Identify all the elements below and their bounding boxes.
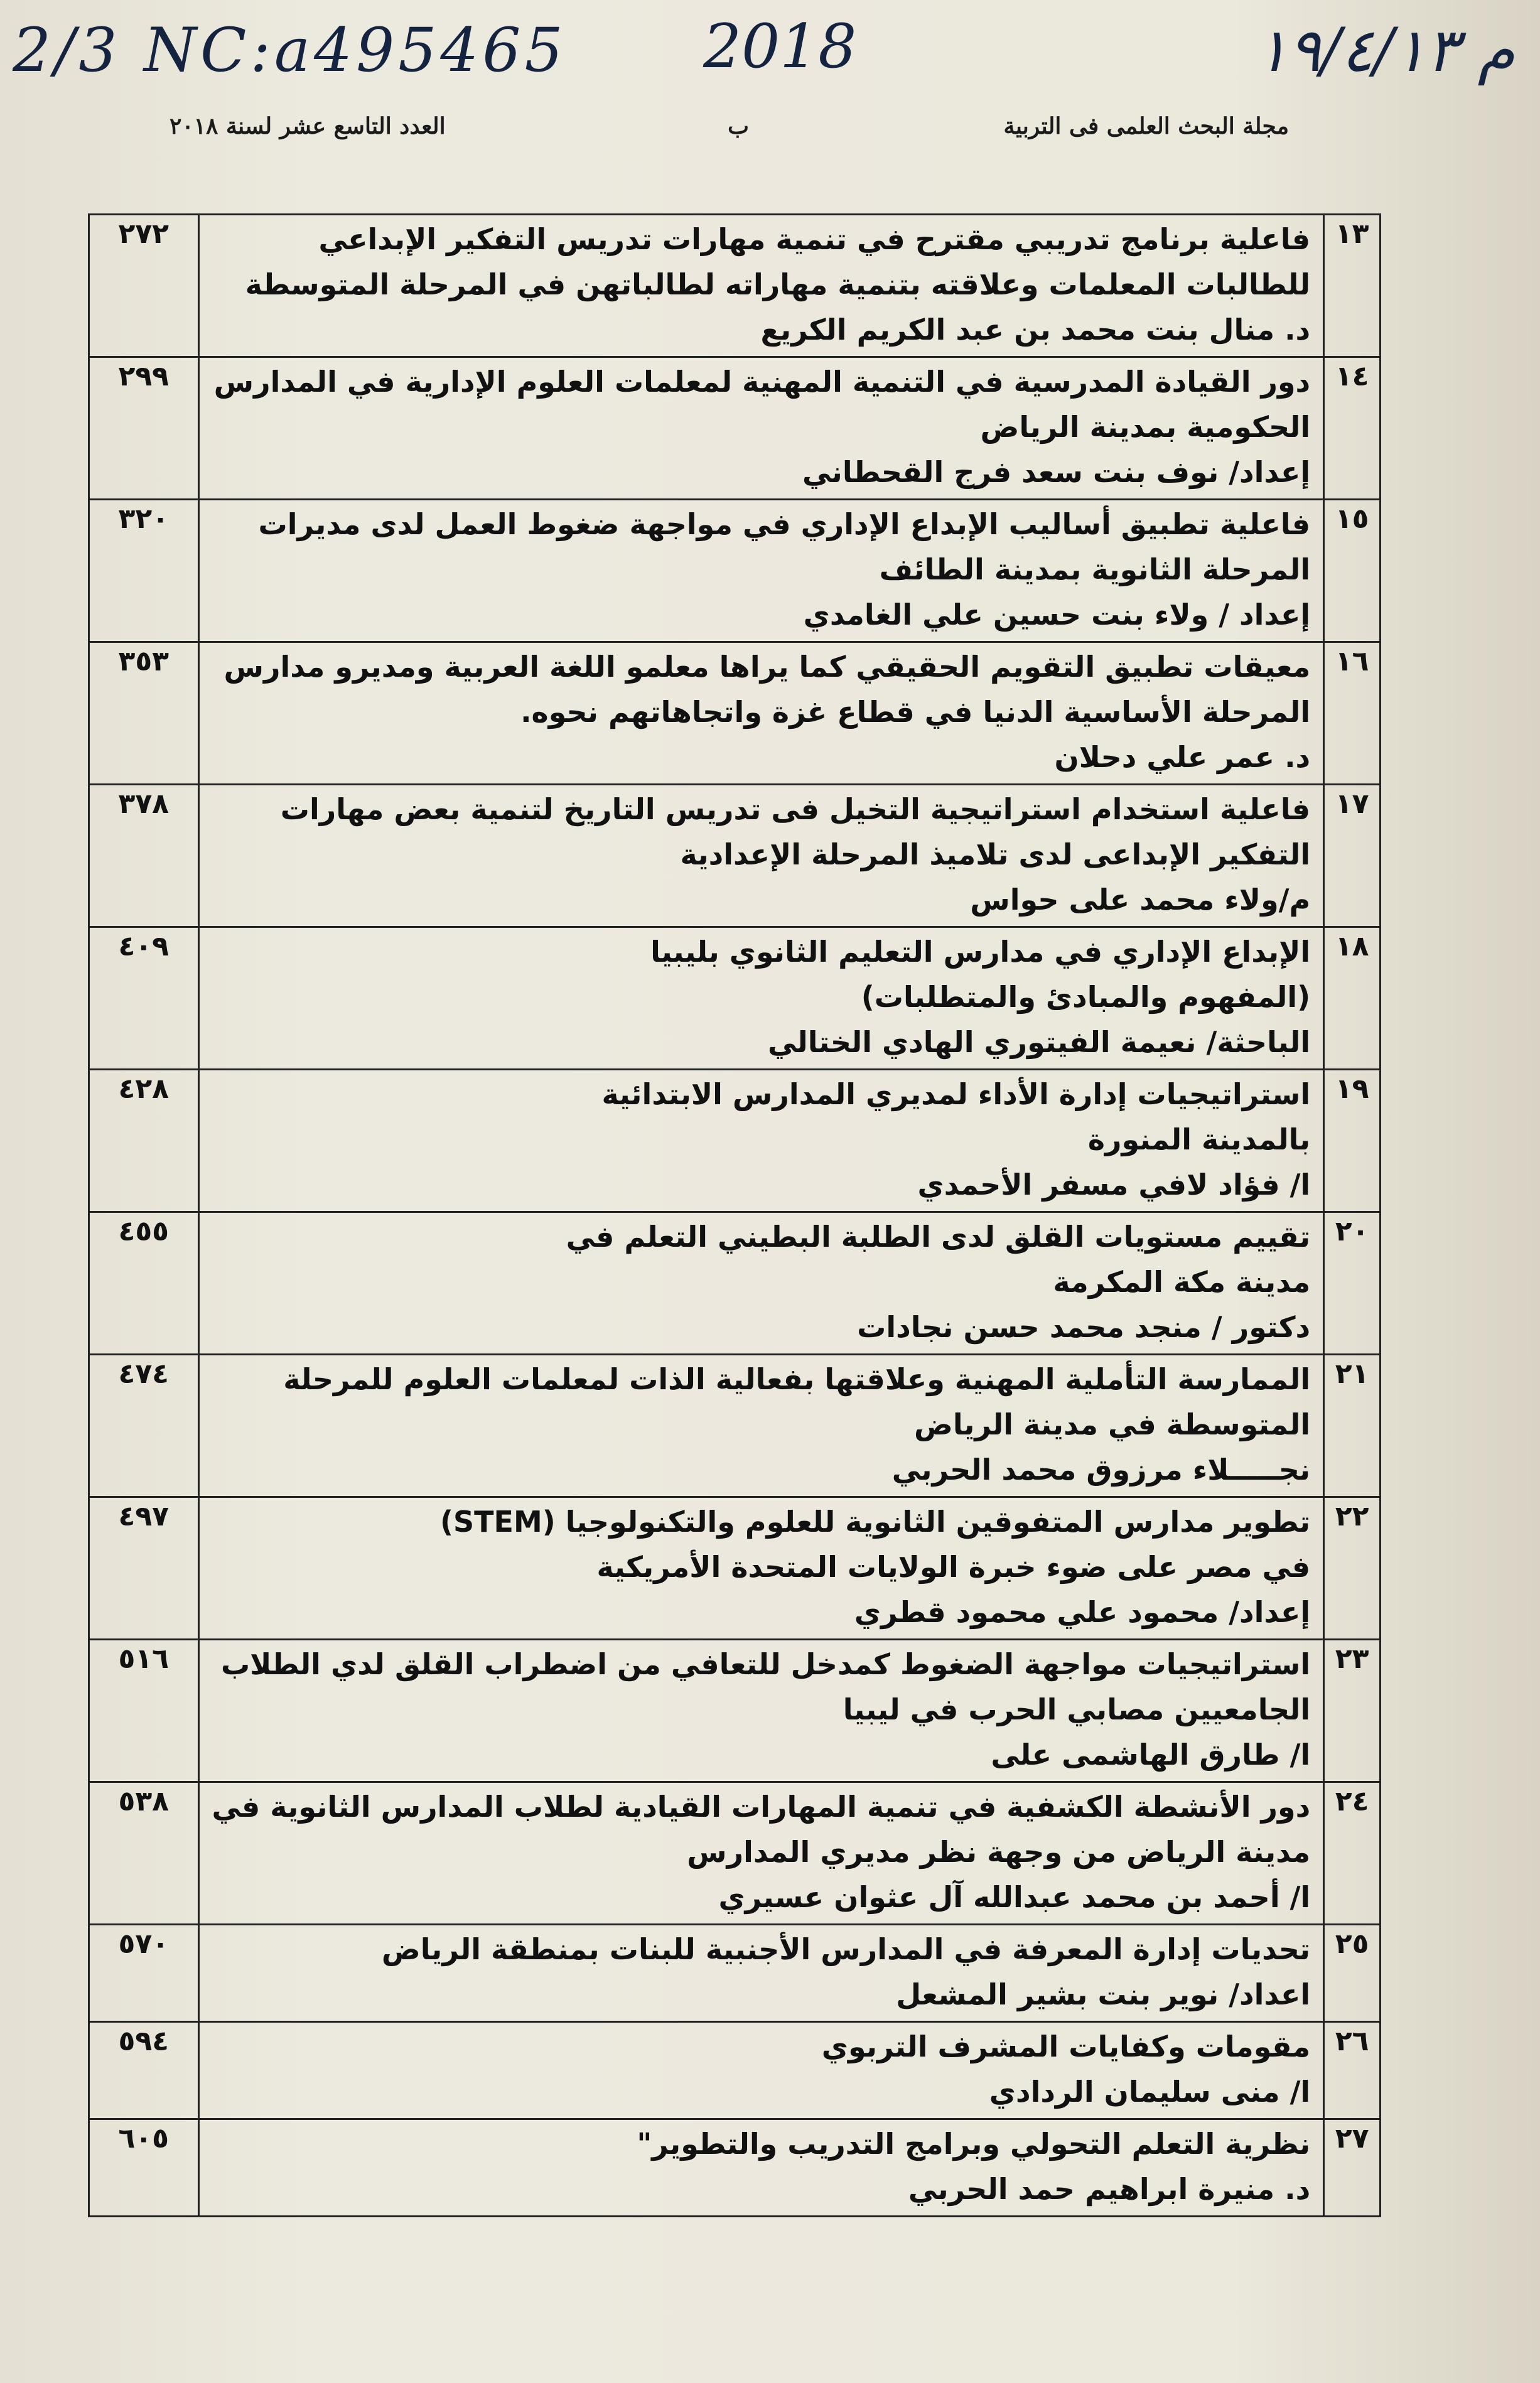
entry-details <box>198 1355 1324 1497</box>
entry-author: إعداد / ولاء بنت حسين علي الغامدي <box>803 598 1311 632</box>
entry-author: نجـــــلاء مرزوق محمد الحربي <box>891 1453 1311 1487</box>
entry-page-number: ٤٢٨ <box>89 1070 199 1212</box>
entry-title-line: الإبداع الإداري في مدارس التعليم الثانوي بليبيا <box>650 935 1311 969</box>
entry-page-number: ٥٧٠ <box>89 1925 199 2022</box>
contents-table-body <box>89 215 1381 2217</box>
entry-number: ١٨ <box>1324 927 1381 1070</box>
entry-title-line: مدينة مكة المكرمة <box>1053 1265 1311 1299</box>
entry-page-number: ٢٩٩ <box>89 357 199 500</box>
entry-number: ٢٣ <box>1324 1640 1381 1782</box>
entry-author: الباحثة/ نعيمة الفيتوري الهادي الختالي <box>767 1025 1311 1059</box>
entry-title-line: فاعلية استخدام استراتيجية التخيل فى تدريس التاريخ لتنمية بعض مهارات <box>280 792 1311 826</box>
journal-title: مجلة البحث العلمى فى التربية <box>1003 113 1289 139</box>
table-row <box>89 1925 1381 2022</box>
entry-title-line: دور الأنشطة الكشفية في تنمية المهارات القيادية لطلاب المدارس الثانوية في <box>212 1790 1311 1824</box>
entry-number: ٢٢ <box>1324 1497 1381 1640</box>
table-row <box>89 642 1381 785</box>
entry-author: ا/ طارق الهاشمى على <box>991 1738 1311 1772</box>
entry-title-line: للطالبات المعلمات وعلاقته بتنمية مهاراته لطالباتهن في المرحلة المتوسطة <box>245 267 1311 301</box>
entry-details <box>198 1212 1324 1355</box>
entry-title-line: فاعلية تطبيق أساليب الإبداع الإداري في مواجهة ضغوط العمل لدى مديرات <box>258 507 1311 541</box>
entry-number: ١٥ <box>1324 500 1381 642</box>
entry-details <box>198 500 1324 642</box>
section-letter: ب <box>728 113 749 139</box>
entry-number: ١٧ <box>1324 785 1381 927</box>
table-row <box>89 500 1381 642</box>
table-row <box>89 785 1381 927</box>
running-header <box>170 113 1289 151</box>
entry-title-line: الجامعيين مصابي الحرب في ليبيا <box>843 1692 1311 1726</box>
entry-title-line: الحكومية بمدينة الرياض <box>980 410 1311 444</box>
entry-title-line: (المفهوم والمبادئ والمتطلبات) <box>861 980 1311 1014</box>
handwritten-annotation <box>13 13 1515 88</box>
entry-title-line: تقييم مستويات القلق لدى الطلبة البطيني التعلم في <box>566 1220 1311 1254</box>
entry-author: دكتور / منجد محمد حسن نجادات <box>857 1310 1311 1344</box>
entry-page-number: ٣٧٨ <box>89 785 199 927</box>
entry-author: اعداد/ نوير بنت بشير المشعل <box>896 1977 1311 2011</box>
entry-title-line: الممارسة التأملية المهنية وعلاقتها بفعالية الذات لمعلمات العلوم للمرحلة <box>283 1362 1311 1396</box>
table-row <box>89 1497 1381 1640</box>
table-row <box>89 1212 1381 1355</box>
entry-author: د. منال بنت محمد بن عبد الكريم الكريع <box>760 313 1311 347</box>
entry-title-line: المتوسطة في مدينة الرياض <box>913 1407 1311 1441</box>
entry-details <box>198 1070 1324 1212</box>
entry-number: ٢٦ <box>1324 2022 1381 2119</box>
entry-number: ٢١ <box>1324 1355 1381 1497</box>
entry-author: د. منيرة ابراهيم حمد الحربي <box>908 2172 1311 2206</box>
entry-title-line: التفكير الإبداعى لدى تلاميذ المرحلة الإعدادية <box>680 837 1311 871</box>
entry-author: إعداد/ نوف بنت سعد فرج القحطاني <box>802 455 1311 489</box>
contents-table <box>88 213 1381 2217</box>
entry-details <box>198 2119 1324 2217</box>
entry-page-number: ٤٧٤ <box>89 1355 199 1497</box>
entry-details <box>198 2022 1324 2119</box>
table-row <box>89 2119 1381 2217</box>
entry-author: ا/ منى سليمان الردادي <box>989 2075 1311 2109</box>
entry-title-line: معيقات تطبيق التقويم الحقيقي كما يراها معلمو اللغة العربية ومديرو مدارس <box>223 650 1311 684</box>
entry-title-line: مقومات وكفايات المشرف التربوي <box>821 2030 1311 2063</box>
table-row <box>89 1070 1381 1212</box>
entry-title-line: فاعلية برنامج تدريبي مقترح في تنمية مهارات تدريس التفكير الإبداعي <box>318 222 1311 256</box>
entry-author: م/ولاء محمد على حواس <box>970 883 1311 917</box>
entry-title-line: نظرية التعلم التحولي وبرامج التدريب والتطوير" <box>637 2127 1311 2161</box>
handwritten-date: م ١٩/٤/١٣ <box>1256 15 1515 85</box>
handwritten-year: 2018 <box>703 11 857 82</box>
entry-number: ٢٥ <box>1324 1925 1381 2022</box>
entry-details <box>198 357 1324 500</box>
entry-number: ١٤ <box>1324 357 1381 500</box>
entry-author: ا/ فؤاد لافي مسفر الأحمدي <box>917 1168 1311 1202</box>
table-row <box>89 1782 1381 1925</box>
entry-page-number: ٣٢٠ <box>89 500 199 642</box>
entry-author: د. عمر علي دحلان <box>1054 740 1311 774</box>
entry-number: ٢٧ <box>1324 2119 1381 2217</box>
entry-number: ٢٤ <box>1324 1782 1381 1925</box>
table-row <box>89 1640 1381 1782</box>
entry-title-line: مدينة الرياض من وجهة نظر مديري المدارس <box>687 1835 1311 1869</box>
entry-page-number: ٤٩٧ <box>89 1497 199 1640</box>
entry-title-line: بالمدينة المنورة <box>1087 1122 1311 1156</box>
entry-number: ١٩ <box>1324 1070 1381 1212</box>
entry-author: إعداد/ محمود علي محمود قطري <box>854 1595 1311 1629</box>
entry-details <box>198 1782 1324 1925</box>
entry-title-line: تطوير مدارس المتفوقين الثانوية للعلوم والتكنولوجيا (STEM) <box>440 1505 1311 1539</box>
entry-details <box>198 1497 1324 1640</box>
entry-details <box>198 927 1324 1070</box>
entry-title-line: المرحلة الثانوية بمدينة الطائف <box>879 552 1311 586</box>
entry-page-number: ٥٣٨ <box>89 1782 199 1925</box>
entry-page-number: ٥٩٤ <box>89 2022 199 2119</box>
table-row <box>89 927 1381 1070</box>
issue-label: العدد التاسع عشر لسنة ٢٠١٨ <box>170 113 446 139</box>
entry-details <box>198 215 1324 357</box>
table-row <box>89 1355 1381 1497</box>
entry-page-number: ٣٥٣ <box>89 642 199 785</box>
entry-number: ١٦ <box>1324 642 1381 785</box>
entry-number: ٢٠ <box>1324 1212 1381 1355</box>
handwritten-reference: 2/3 NC:a495465 <box>13 15 567 85</box>
entry-author: ا/ أحمد بن محمد عبدالله آل عثوان عسيري <box>718 1880 1311 1914</box>
entry-details <box>198 1925 1324 2022</box>
entry-details <box>198 1640 1324 1782</box>
table-row <box>89 357 1381 500</box>
table-row <box>89 2022 1381 2119</box>
entry-page-number: ٢٧٢ <box>89 215 199 357</box>
entry-page-number: ٤٥٥ <box>89 1212 199 1355</box>
entry-details <box>198 785 1324 927</box>
entry-page-number: ٦٠٥ <box>89 2119 199 2217</box>
entry-page-number: ٥١٦ <box>89 1640 199 1782</box>
entry-title-line: المرحلة الأساسية الدنيا في قطاع غزة واتجاهاتهم نحوه. <box>520 695 1311 729</box>
entry-page-number: ٤٠٩ <box>89 927 199 1070</box>
entry-title-line: استراتيجيات مواجهة الضغوط كمدخل للتعافي من اضطراب القلق لدي الطلاب <box>220 1647 1311 1681</box>
entry-title-line: تحديات إدارة المعرفة في المدارس الأجنبية للبنات بمنطقة الرياض <box>381 1932 1311 1966</box>
entry-title-line: دور القيادة المدرسية في التنمية المهنية لمعلمات العلوم الإدارية في المدارس <box>213 365 1311 399</box>
entry-details <box>198 642 1324 785</box>
entry-title-line: في مصر على ضوء خبرة الولايات المتحدة الأمريكية <box>596 1550 1311 1584</box>
entry-title-line: استراتيجيات إدارة الأداء لمديري المدارس الابتدائية <box>601 1077 1311 1111</box>
table-row <box>89 215 1381 357</box>
entry-number: ١٣ <box>1324 215 1381 357</box>
